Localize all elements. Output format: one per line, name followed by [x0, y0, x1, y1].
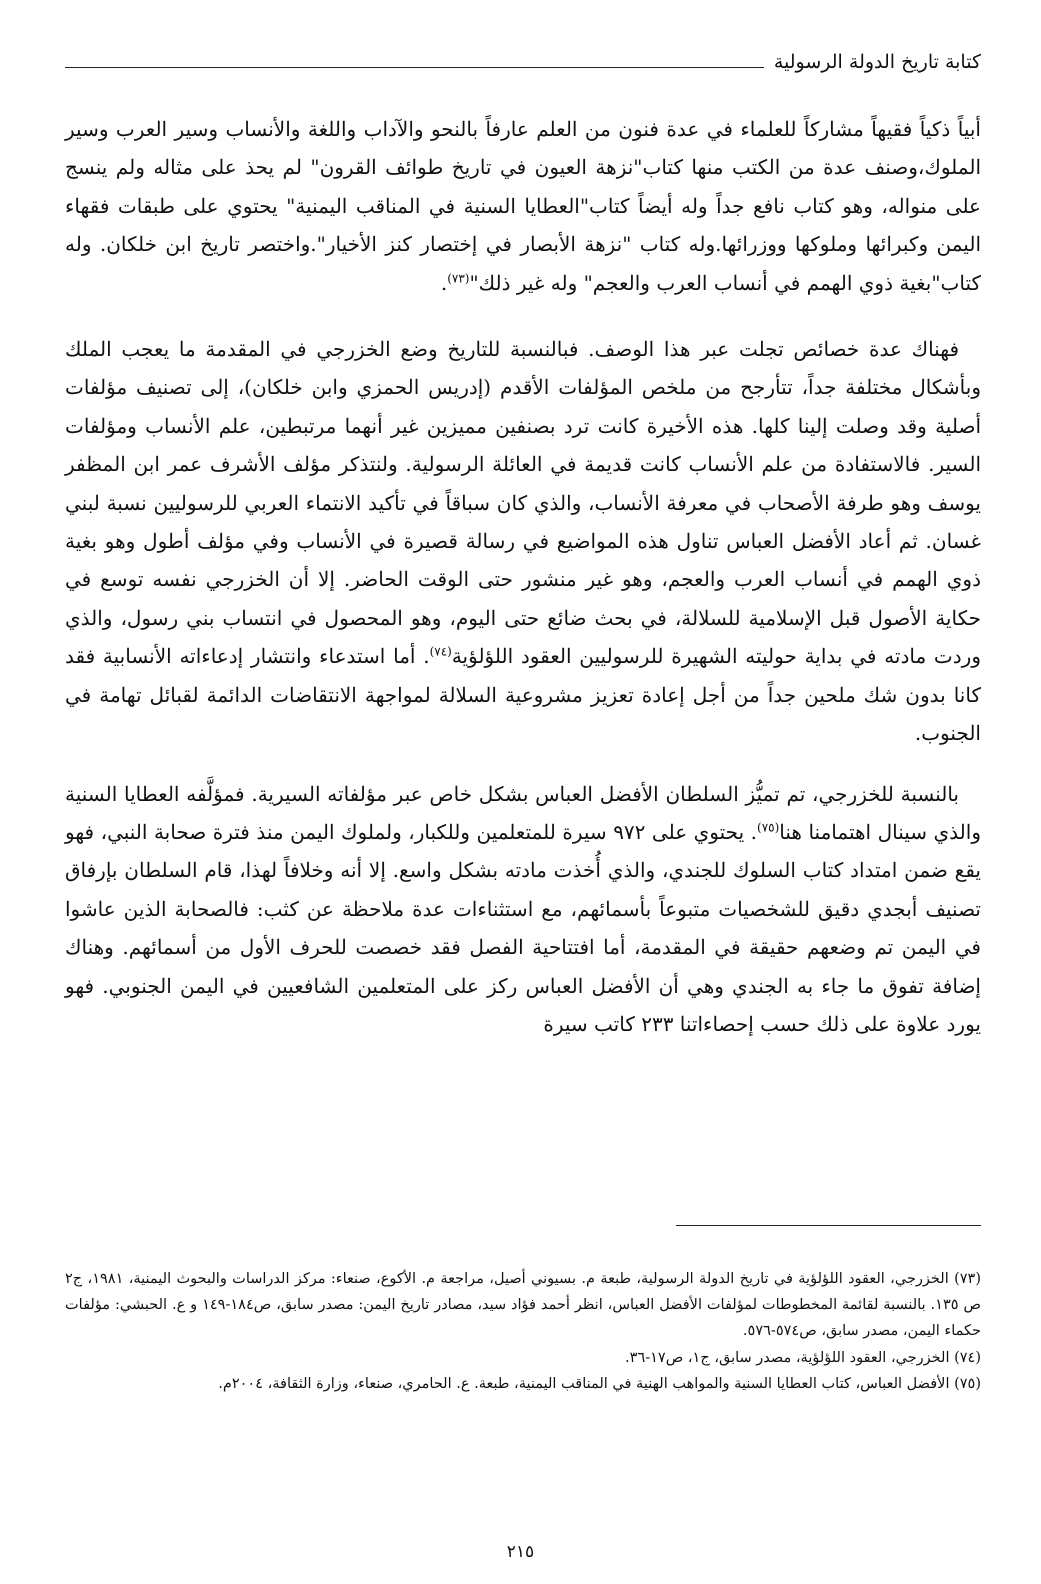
body-text — [65, 110, 981, 1043]
paragraph-genealogy — [65, 330, 981, 752]
footnotes — [65, 1266, 981, 1397]
header-rule — [65, 67, 764, 68]
footnote-73: (٧٣) الخزرجي، العقود اللؤلؤية في تاريخ الدولة الرسولية، طبعة م. بسيوني أصيل، مراجعة م. الأكوع، صنعاء: مركز الدراسات والبحوث اليمنية، ١٩٨١، ج٢ ص ١٣٥. بالنسبة لقائمة المخطوطات لمؤلفات الأفضل العباس، انظر أحمد فؤاد سيد، مصادر تاريخ اليمن: مصدر سابق، ص١٨٤-١٤٩ و ع. الحبشي: مؤلفات حكماء اليمن، مصدر سابق، ص٥٧٤-٥٧٦. — [65, 1271, 981, 1340]
running-header — [65, 40, 981, 74]
page-number: ٢١٥ — [506, 1542, 535, 1562]
footnote-74: (٧٤) الخزرجي، العقود اللؤلؤية، مصدر سابق، ج١، ص١٧-٣٦. — [625, 1349, 981, 1366]
footnote-ref-74: (٧٤) — [429, 644, 452, 659]
paragraph-biographies — [65, 775, 981, 1044]
footnote-75: (٧٥) الأفضل العباس، كتاب العطايا السنية والمواهب الهنية في المناقب اليمنية، طبعة. ع. الحامري، صنعاء، وزارة الثقافة، ٢٠٠٤م. — [218, 1375, 981, 1392]
footnote-ref-73: (٧٣) — [447, 270, 470, 285]
footnote-separator — [676, 1225, 981, 1226]
paragraph-quote — [65, 110, 981, 302]
paragraph-quote-end: . — [440, 270, 448, 295]
running-header-title: كتابة تاريخ الدولة الرسولية — [773, 51, 981, 73]
paragraph-biographies-text-b: . يحتوي على ٩٧٢ سيرة للمتعلمين وللكبار، ولملوك اليمن منذ فترة صحابة النبي، فهو يقع ضمن امتداد كتاب السلوك للجندي، والذي أُخذت مادته بشكل واسع. إلا أنه وخلافاً لهذا، قام السلطان بإرفاق تصنيف أبجدي دقيق للشخصيات متبوعاً بأسمائهم، مع استثناءات عدة ملاحظة عن كثب: فالصحابة الذين عاشوا في اليمن تم وضعهم حقيقة في المقدمة، أما افتتاحية الفصل فقد خصصت للحرف الأول من أسمائهم. وهناك إضافة تفوق ما جاء به الجندي وهي أن الأفضل العباس ركز على المتعلمين الشافعيين في اليمن الجنوبي. فهو يورد علاوة على ذلك حسب إحصاءاتنا ٢٣٣ كاتب سيرة — [65, 819, 981, 1036]
footnote-ref-75: (٧٥) — [757, 820, 780, 835]
paragraph-biographies-text-a: بالنسبة للخزرجي، تم تميُّز السلطان الأفضل العباس بشكل خاص عبر مؤلفاته السيرية. فمؤلَّفه العطايا السنية والذي سينال اهتمامنا هنا — [65, 781, 981, 844]
paragraph-quote-text: أبياً ذكياً فقيهاً مشاركاً للعلماء في عدة فنون من العلم عارفاً بالنحو والآداب واللغة والأنساب وسير العرب وسير الملوك،وصنف عدة من الكتب منها كتاب"نزهة العيون في تاريخ طوائف القرون" لم يحذ على مثاله ولم ينسج على منواله، وهو كتاب نافع جداً وله أيضاً كتاب"العطايا السنية في المناقب اليمنية" يحتوي على طبقات فقهاء اليمن وكبرائها وملوكها ووزرائها.وله كتاب "نزهة الأبصار في إختصار كنز الأخيار".واختصر تاريخ ابن خلكان. وله كتاب"بغية ذوي الهمم في أنساب العرب والعجم" وله غير ذلك" — [65, 117, 981, 295]
paragraph-genealogy-text-a: فهناك عدة خصائص تجلت عبر هذا الوصف. فبالنسبة للتاريخ وضع الخزرجي في المقدمة ما يعجب الملك وبأشكال مختلفة جداً، تتأرجح من ملخص المؤلفات الأقدم (إدريس الحمزي وابن خلكان)، إلى تصنيف مؤلفات أصلية وقد وصلت إلينا كلها. هذه الأخيرة كانت ترد بصنفين مميزين غير أنهما مرتبطين، علم الأنساب ومؤلفات السير. فالاستفادة من علم الأنساب كانت قديمة في العائلة الرسولية. ولنتذكر مؤلف الأشرف عمر ابن المظفر يوسف وهو طرفة الأصحاب في معرفة الأنساب، والذي كان سباقاً في تأكيد الانتماء العربي للرسوليين نسبة لبني غسان. ثم أعاد الأفضل العباس تناول هذه المواضيع في رسالة قصيرة في الأنساب وفي مؤلف أطول وهو بغية ذوي الهمم في أنساب العرب والعجم، وهو غير منشور حتى الوقت الحاضر. إلا أن الخزرجي نفسه توسع في حكاية الأصول قبل الإسلامية للسلالة، في بحث ضائع حتى اليوم، وهو المحصول في انتساب بني رسول، والذي وردت مادته في بداية حوليته الشهيرة للرسوليين العقود اللؤلؤية — [65, 337, 981, 669]
paragraph-genealogy-text-b: . أما استدعاء وانتشار إدعاءاته الأنسابية فقد كانا بدون شك ملحين جداً من أجل إعادة تعزيز مشروعية السلالة لمواجهة الانتقاضات الدائمة لقبائل تهامة في الجنوب. — [65, 644, 981, 746]
